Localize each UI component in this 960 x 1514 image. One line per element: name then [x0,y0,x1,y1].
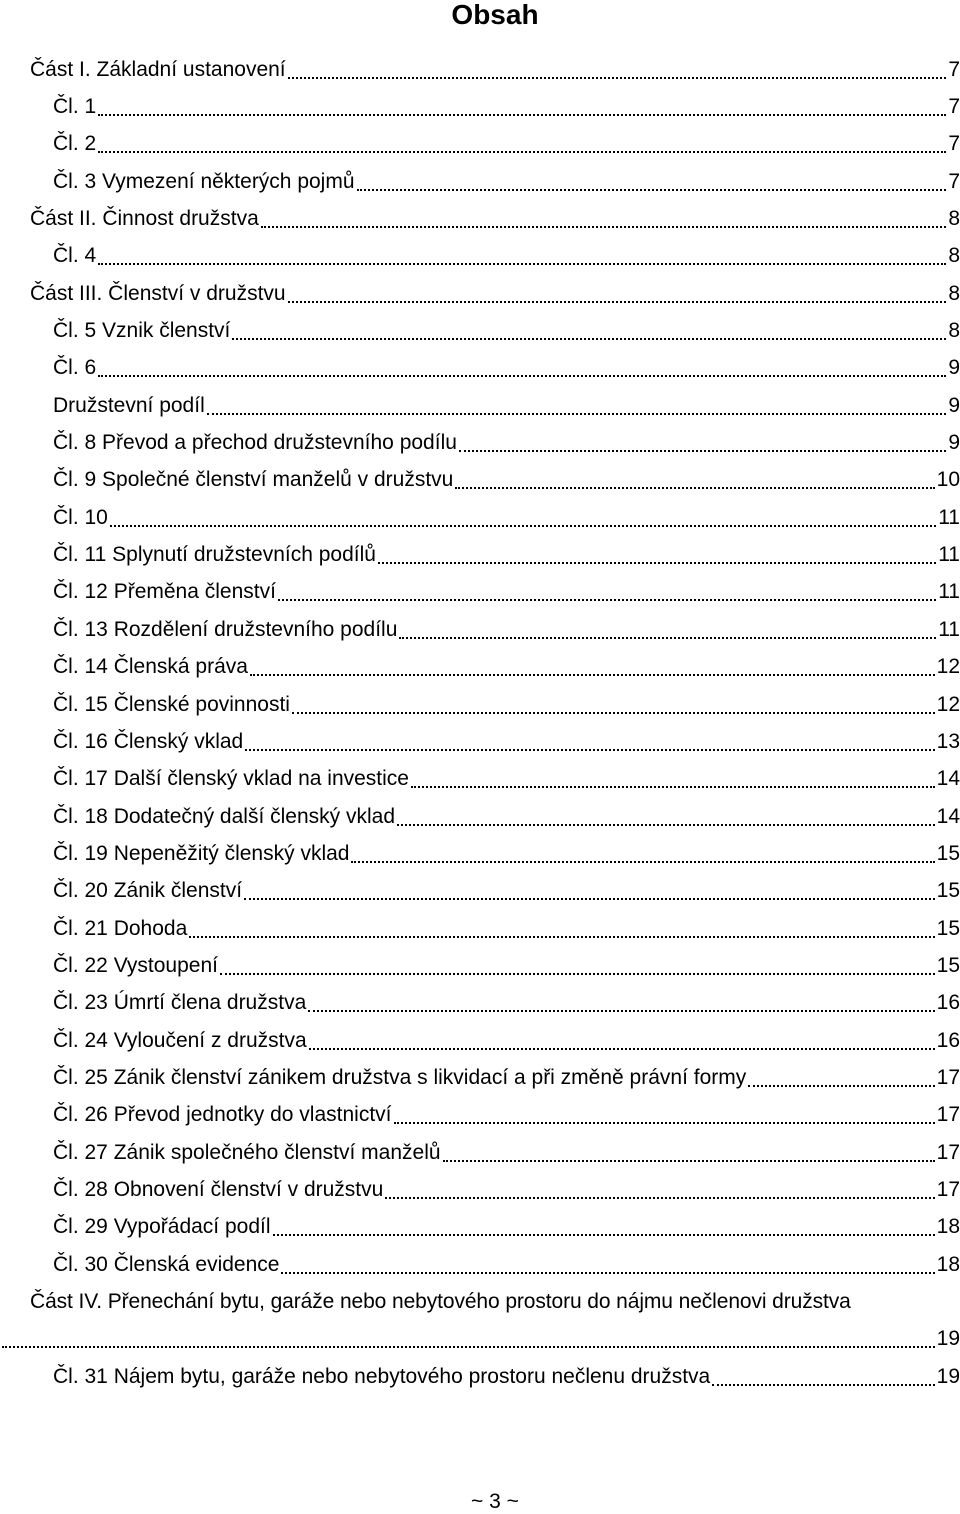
toc-entry[interactable] [0,163,960,200]
toc-leader-dots [292,712,935,714]
toc-entry-label: Čl. 18 Dodatečný další členský vklad [53,804,395,828]
toc-leader-dots [261,226,947,228]
toc-entry-label: Čl. 12 Přeměna členství [53,580,276,604]
toc-entry[interactable] [0,51,960,88]
toc-entry-page: 7 [948,169,960,193]
toc-entry-page: 7 [948,57,960,81]
toc-entry-page: 13 [936,729,960,753]
toc-entry-label: Část IV. Přenechání bytu, garáže nebo nebytového prostoru do nájmu nečlenovi družstva [30,1290,851,1314]
toc-leader-dots [443,1160,935,1162]
toc-entry-label: Čl. 2 [53,132,97,156]
toc-entry-label: Čl. 30 Členská evidence [53,1252,280,1276]
toc-entry-page: 9 [948,356,960,380]
toc-leader-dots [281,1272,934,1274]
toc-entry-page: 12 [936,655,960,679]
toc-entry-label: Čl. 1 [53,95,97,119]
toc-entry-label: Čl. 13 Rozdělení družstevního podílu [53,617,398,641]
toc-entry[interactable] [0,536,960,573]
toc-leader-dots [245,749,934,751]
toc-entry[interactable] [0,238,960,275]
toc-entry[interactable] [0,1059,960,1096]
toc-entry[interactable] [0,126,960,163]
toc-entry-page: 14 [936,804,960,828]
toc-entry[interactable] [0,1283,960,1320]
toc-entry-page: 17 [936,1140,960,1164]
toc-entry-page: 7 [948,132,960,156]
toc-entry-label: Čl. 11 Splynutí družstevních podílů [53,543,376,567]
toc-entry-page: 15 [936,916,960,940]
toc-leader-dots [98,263,946,265]
toc-leader-dots [244,898,935,900]
toc-entry-label: Čl. 26 Převod jednotky do vlastnictví [53,1103,392,1127]
toc-leader-dots [385,1197,934,1199]
toc-entry-label: Čl. 10 [53,505,108,529]
toc-entry-page: 12 [936,692,960,716]
toc-entry[interactable] [0,798,960,835]
toc-entry-label: Čl. 22 Vystoupení [53,953,218,977]
toc-entry[interactable] [0,1246,960,1283]
table-of-contents [0,51,960,1395]
toc-leader-dots [220,973,935,975]
toc-entry-page: 18 [936,1215,960,1239]
toc-entry[interactable] [0,1097,960,1134]
toc-entry[interactable] [0,1358,960,1395]
toc-entry[interactable] [0,387,960,424]
toc-entry-label: Čl. 6 [53,356,97,380]
toc-leader-dots [712,1384,934,1386]
toc-entry-label: Družstevní podíl [53,393,205,417]
toc-entry-label: Čl. 14 Členská práva [53,655,248,679]
toc-entry-page: 17 [936,1065,960,1089]
toc-leader-dots [232,338,946,340]
toc-entry-label: Čl. 3 Vymezení některých pojmů [53,169,355,193]
toc-entry[interactable] [0,835,960,872]
toc-entry[interactable] [0,350,960,387]
toc-entry-label: Čl. 8 Převod a přechod družstevního podílu [53,431,457,455]
toc-leader-dots [2,1346,935,1348]
toc-entry-label: Čl. 16 Členský vklad [53,729,244,753]
toc-leader-dots [748,1085,934,1087]
toc-entry-page: 19 [936,1364,960,1388]
toc-entry-label: Čl. 31 Nájem bytu, garáže nebo nebytového prostoru nečlenu družstva [53,1364,711,1388]
toc-entry[interactable] [0,1209,960,1246]
toc-entry[interactable] [0,88,960,125]
toc-entry-page: 18 [936,1252,960,1276]
toc-entry-label: Čl. 20 Zánik členství [53,879,243,903]
toc-entry-label: Čl. 29 Vypořádací podíl [53,1215,271,1239]
toc-entry-page: 8 [948,207,960,231]
toc-entry-page: 15 [936,879,960,903]
toc-entry-page: 15 [936,841,960,865]
toc-leader-dots [273,1234,935,1236]
toc-entry-page: 15 [936,953,960,977]
toc-entry-page: 11 [938,580,960,604]
toc-leader-dots [351,861,934,863]
toc-leader-dots [189,936,934,938]
toc-entry[interactable] [0,873,960,910]
toc-leader-dots [308,1010,934,1012]
toc-entry-page: 14 [936,767,960,791]
toc-entry-label: Čl. 19 Nepeněžitý členský vklad [53,841,350,865]
toc-entry[interactable] [0,275,960,312]
toc-entry[interactable] [0,985,960,1022]
toc-leader-dots [98,375,946,377]
toc-entry-label: Čl. 4 [53,244,97,268]
toc-entry-label: Čl. 21 Dohoda [53,916,188,940]
page-number-footer: ~ 3 ~ [471,1490,519,1513]
toc-entry-label: Čl. 25 Zánik členství zánikem družstva s likvidací a při změně právní formy [53,1065,747,1089]
toc-entry-page: 17 [936,1177,960,1201]
toc-leader-dots [207,413,947,415]
toc-entry[interactable] [0,1134,960,1171]
toc-entry-page: 11 [938,543,960,567]
toc-entry-label: Čl. 24 Vyloučení z družstva [53,1028,307,1052]
toc-leader-dots [288,301,947,303]
page-title: Obsah [451,0,539,30]
toc-entry-label: Čl. 9 Společné členství manželů v družstvu [53,468,454,492]
toc-leader-dots [98,114,946,116]
toc-leader-dots [278,599,936,601]
toc-entry-label: Čl. 5 Vznik členství [53,319,231,343]
toc-leader-dots [411,786,935,788]
toc-entry-label: Čl. 27 Zánik společného členství manželů [53,1140,441,1164]
toc-entry[interactable] [0,947,960,984]
toc-entry-page: 19 [936,1327,960,1351]
toc-entry-label: Čl. 17 Další členský vklad na investice [53,767,409,791]
toc-leader-dots [455,487,934,489]
toc-leader-dots [394,1122,935,1124]
toc-entry-label: Část II. Činnost družstva [30,207,259,231]
toc-entry[interactable] [0,499,960,536]
toc-entry[interactable] [0,574,960,611]
toc-entry-page: 8 [948,281,960,305]
toc-entry-label: Část I. Základní ustanovení [30,57,286,81]
toc-leader-dots [110,525,936,527]
toc-entry[interactable] [0,723,960,760]
toc-leader-dots [309,1048,935,1050]
toc-leader-dots [357,189,947,191]
toc-leader-dots [399,637,936,639]
toc-entry-page: 17 [936,1103,960,1127]
toc-entry-label: Čl. 28 Obnovení členství v družstvu [53,1177,384,1201]
toc-entry-page: 8 [948,319,960,343]
toc-entry[interactable] [0,686,960,723]
toc-leader-dots [98,151,946,153]
toc-entry-label: Část III. Členství v družstvu [30,281,286,305]
toc-entry-page: 16 [936,991,960,1015]
toc-entry[interactable] [0,200,960,237]
toc-entry[interactable] [0,424,960,461]
toc-entry[interactable] [0,761,960,798]
toc-entry-page: 7 [948,95,960,119]
toc-entry[interactable] [0,1022,960,1059]
toc-entry[interactable] [0,462,960,499]
toc-entry-label: Čl. 15 Členské povinnosti [53,692,290,716]
toc-entry[interactable] [0,312,960,349]
toc-entry[interactable] [0,611,960,648]
toc-entry[interactable] [0,910,960,947]
toc-leader-dots [250,674,935,676]
toc-entry-page: 9 [948,431,960,455]
toc-entry-page: 10 [936,468,960,492]
toc-entry-page: 16 [936,1028,960,1052]
toc-entry-page: 11 [938,505,960,529]
toc-leader-dots [397,824,935,826]
toc-leader-dots [378,562,936,564]
toc-entry-label: Čl. 23 Úmrtí člena družstva [53,991,307,1015]
toc-entry[interactable] [0,649,960,686]
toc-entry[interactable] [0,1171,960,1208]
toc-entry-continuation[interactable] [0,1321,960,1358]
toc-entry-page: 9 [948,393,960,417]
toc-leader-dots [459,450,946,452]
toc-leader-dots [288,77,947,79]
toc-entry-page: 8 [948,244,960,268]
toc-entry-page: 11 [938,617,960,641]
